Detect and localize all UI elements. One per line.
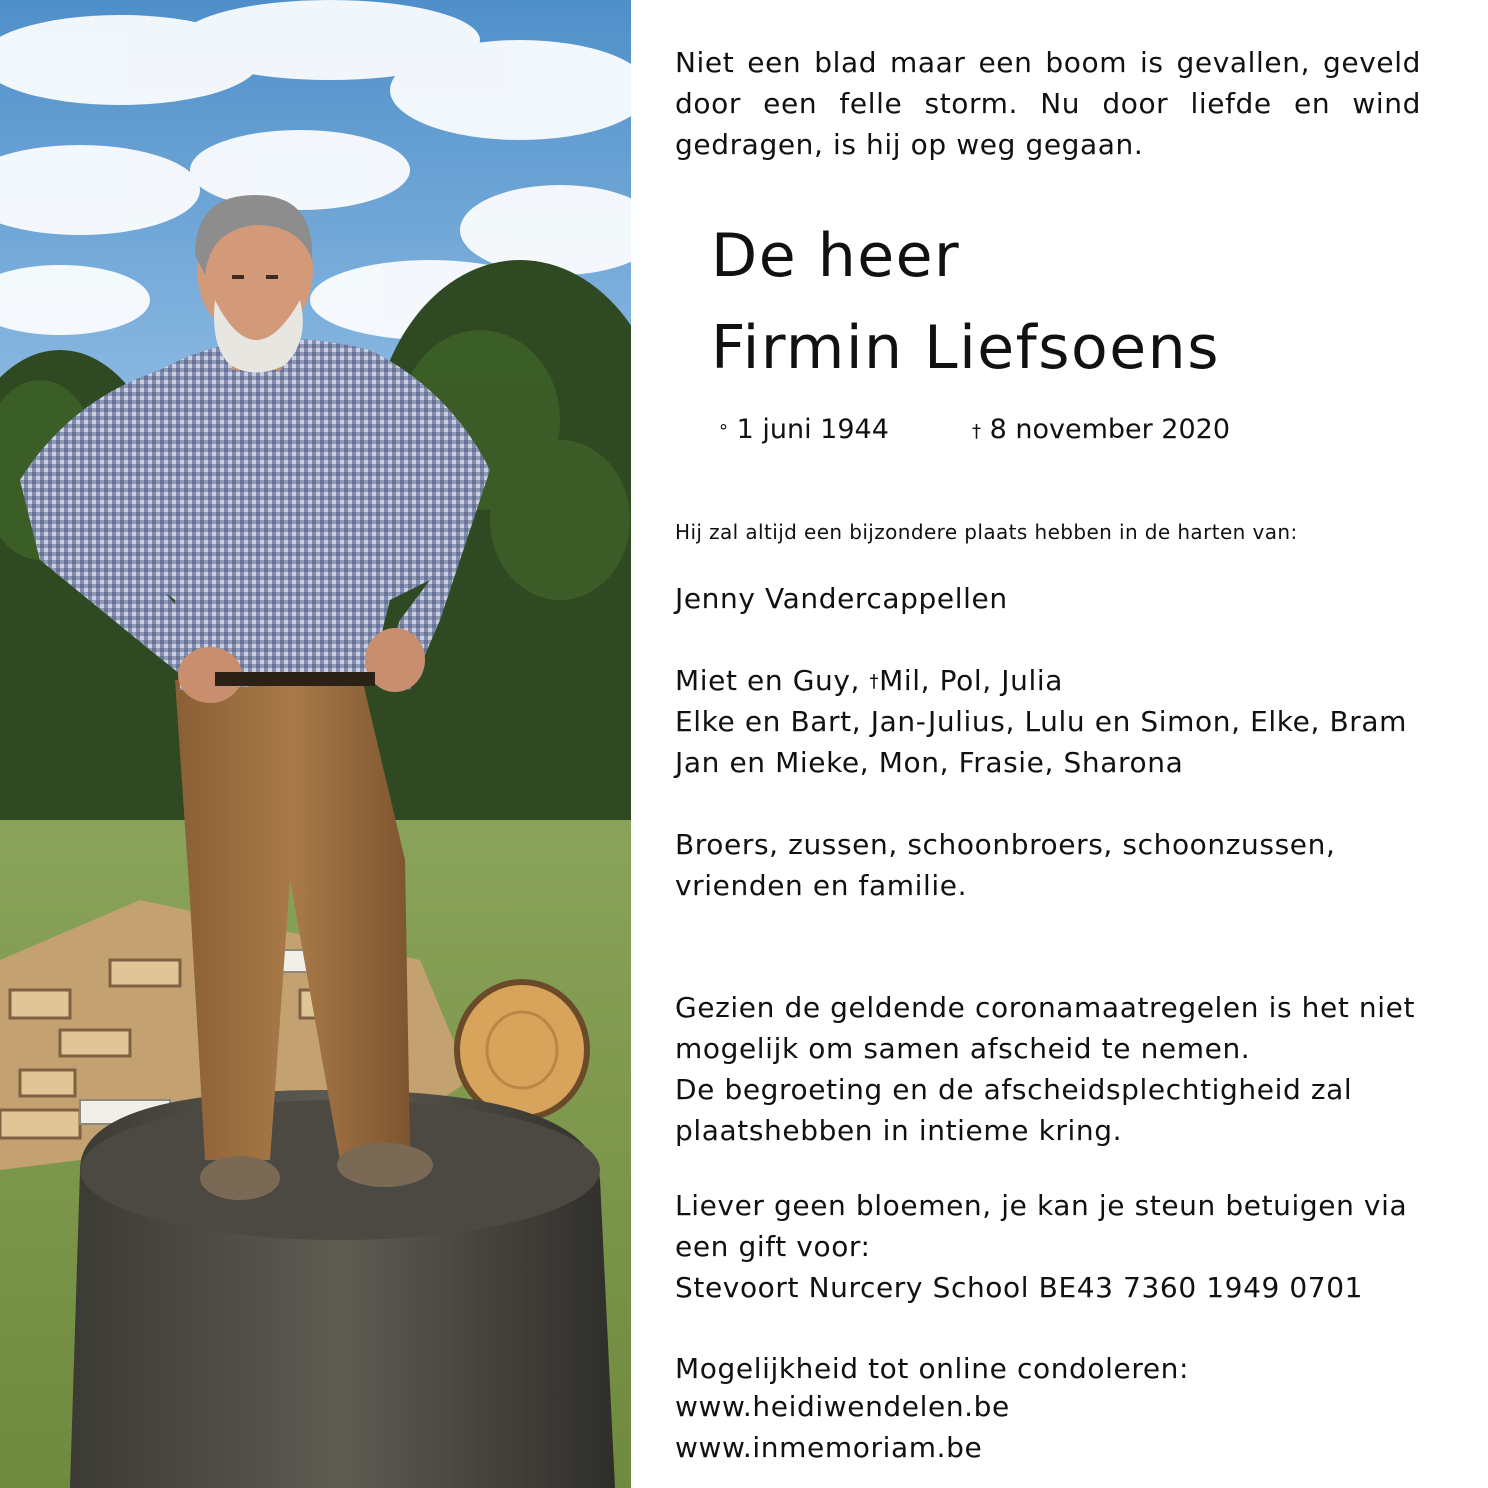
portrait-illustration [0, 0, 631, 1488]
mourners-intro: Hij zal altijd een bijzondere plaats hebben in de harten van: [675, 520, 1298, 544]
cross-symbol: † [972, 421, 981, 442]
condolence-link-1[interactable]: www.heidiwendelen.be [675, 1390, 1010, 1423]
notice-line-4: plaatshebben in intieme kring. [675, 1114, 1123, 1147]
donation-line-1: Liever geen bloemen, je kan je steun betuigen via [675, 1189, 1408, 1222]
birth-symbol: ° [719, 421, 728, 442]
birth-date-text: 1 juni 1944 [736, 414, 889, 445]
extended-family-line-1: Broers, zussen, schoonbroers, schoonzussen, [675, 828, 1336, 861]
family-line-2: Elke en Bart, Jan-Julius, Lulu en Simon, Elke, Bram [675, 705, 1407, 738]
deceased-name: Firmin Liefsoens [711, 313, 1220, 383]
death-date-text: 8 november 2020 [989, 414, 1231, 445]
family-line-3: Jan en Mieke, Mon, Frasie, Sharona [675, 746, 1184, 779]
family-line-1-part1: Miet en Guy, [675, 664, 870, 697]
cross-symbol: † [869, 671, 880, 692]
donation-account: Stevoort Nurcery School BE43 7360 1949 0701 [675, 1271, 1364, 1304]
honorific-title: De heer [711, 221, 961, 291]
birth-date [719, 412, 889, 448]
notice-line-3: De begroeting en de afscheidsplechtigheid zal [675, 1073, 1353, 1106]
family-line-1 [675, 660, 1063, 701]
condolence-link-2[interactable]: www.inmemoriam.be [675, 1431, 983, 1464]
notice-line-1: Gezien de geldende coronamaatregelen is het niet [675, 991, 1416, 1024]
family-line-1-part2: Mil, Pol, Julia [879, 664, 1063, 697]
online-condolence-heading: Mogelijkheid tot online condoleren: [675, 1352, 1190, 1385]
memorial-verse: Niet een blad maar een boom is gevallen, geveld door een felle storm. Nu door liefde en wind gedragen, is hij op weg gegaan. [675, 46, 1421, 161]
death-date [972, 412, 1230, 448]
partner-name: Jenny Vandercappellen [675, 582, 1008, 615]
text-column [675, 0, 1435, 1488]
portrait-photo [0, 0, 631, 1488]
donation-line-2: een gift voor: [675, 1230, 871, 1263]
extended-family-line-2: vrienden en familie. [675, 869, 968, 902]
notice-line-2: mogelijk om samen afscheid te nemen. [675, 1032, 1251, 1065]
